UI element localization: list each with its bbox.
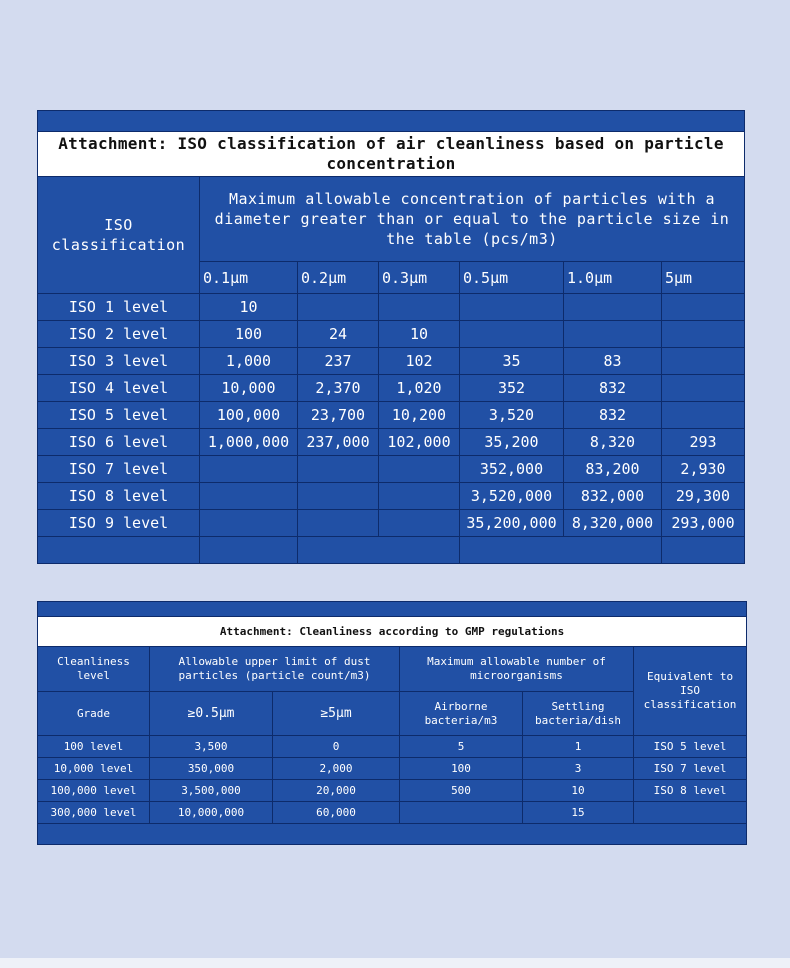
iso-value-cell: 10,200: [379, 402, 460, 429]
gmp-title-row: [38, 617, 747, 647]
iso-value-cell: 24: [298, 321, 379, 348]
iso-max-concentration-header: Maximum allowable concentration of particles with a diameter greater than or equal to the particle size in the table (pcs/m3): [200, 177, 745, 262]
iso-value-cell: 8,320: [564, 429, 662, 456]
iso-table-row: [38, 348, 745, 375]
iso-value-cell: [662, 321, 745, 348]
gmp-cell-p5: 2,000: [273, 758, 400, 780]
gmp-cell-airborne: 500: [400, 780, 523, 802]
iso-value-cell: 832: [564, 375, 662, 402]
iso-value-cell: 1,000,000: [200, 429, 298, 456]
iso-row-label: ISO 6 level: [38, 429, 200, 456]
size-header-0.2: 0.2μm: [298, 262, 379, 294]
gmp-cell-p5: 20,000: [273, 780, 400, 802]
iso-value-cell: [200, 510, 298, 537]
iso-row-label: ISO 8 level: [38, 483, 200, 510]
iso-empty-cell: [460, 537, 662, 564]
iso-table-row: [38, 510, 745, 537]
iso-value-cell: [460, 294, 564, 321]
ge-5-header: ≥5μm: [273, 692, 400, 736]
iso-value-cell: [298, 483, 379, 510]
iso-value-cell: 3,520,000: [460, 483, 564, 510]
iso-table-row: [38, 483, 745, 510]
microorganisms-header: Maximum allowable number of microorganisms: [400, 647, 634, 692]
iso-value-cell: 237: [298, 348, 379, 375]
iso-value-cell: 2,930: [662, 456, 745, 483]
gmp-bottom-band: [38, 824, 747, 845]
iso-table-title: Attachment: ISO classification of air cleanliness based on particle concentration: [38, 132, 745, 177]
iso-value-cell: [379, 456, 460, 483]
gmp-table-row: [38, 780, 747, 802]
iso-bottom-band: [38, 537, 745, 564]
iso-value-cell: 2,370: [298, 375, 379, 402]
iso-empty-cell: [662, 537, 745, 564]
iso-row-label: ISO 5 level: [38, 402, 200, 429]
iso-value-cell: 1,020: [379, 375, 460, 402]
iso-value-cell: 83: [564, 348, 662, 375]
gmp-cell-settling: 3: [523, 758, 634, 780]
grade-header: Grade: [38, 692, 150, 736]
airborne-bacteria-header: Airborne bacteria/m3: [400, 692, 523, 736]
dust-particles-header: Allowable upper limit of dust particles (particle count/m3): [150, 647, 400, 692]
iso-row-label: ISO 9 level: [38, 510, 200, 537]
iso-value-cell: 352,000: [460, 456, 564, 483]
gmp-cell-airborne: 100: [400, 758, 523, 780]
iso-value-cell: 8,320,000: [564, 510, 662, 537]
iso-value-cell: 832: [564, 402, 662, 429]
iso-value-cell: 102: [379, 348, 460, 375]
gmp-cell-settling: 15: [523, 802, 634, 824]
iso-value-cell: [298, 294, 379, 321]
size-header-0.1: 0.1μm: [200, 262, 298, 294]
iso-empty-cell: [38, 537, 200, 564]
gmp-cell-airborne: 5: [400, 736, 523, 758]
iso-value-cell: 10,000: [200, 375, 298, 402]
iso-row-label: ISO 1 level: [38, 294, 200, 321]
gmp-bottom-band-cell: [38, 824, 747, 845]
cleanliness-level-header: Cleanliness level: [38, 647, 150, 692]
gmp-table-body: [38, 736, 747, 824]
iso-value-cell: 35,200: [460, 429, 564, 456]
iso-value-cell: 293,000: [662, 510, 745, 537]
iso-table-row: [38, 294, 745, 321]
iso-value-cell: 3,520: [460, 402, 564, 429]
iso-value-cell: [200, 456, 298, 483]
gmp-table-row: [38, 802, 747, 824]
iso-value-cell: 83,200: [564, 456, 662, 483]
gmp-top-band: [38, 602, 747, 617]
iso-value-cell: [298, 510, 379, 537]
iso-top-band-cell: [38, 111, 745, 132]
gmp-cell-p05: 10,000,000: [150, 802, 273, 824]
iso-value-cell: [298, 456, 379, 483]
gmp-cell-iso: ISO 7 level: [634, 758, 747, 780]
iso-row-label: ISO 3 level: [38, 348, 200, 375]
gmp-cell-level: 300,000 level: [38, 802, 150, 824]
iso-value-cell: 293: [662, 429, 745, 456]
gmp-header-row-1: [38, 647, 747, 692]
iso-title-row: [38, 132, 745, 177]
iso-value-cell: [662, 375, 745, 402]
gmp-cell-p05: 350,000: [150, 758, 273, 780]
iso-row-label: ISO 7 level: [38, 456, 200, 483]
gmp-cell-iso: [634, 802, 747, 824]
iso-value-cell: [564, 321, 662, 348]
bottom-strip: [0, 958, 790, 968]
size-header-0.3: 0.3μm: [379, 262, 460, 294]
iso-table-row: [38, 402, 745, 429]
gmp-table-row: [38, 736, 747, 758]
iso-header-row: [38, 177, 745, 262]
gmp-table-row: [38, 758, 747, 780]
iso-value-cell: 35,200,000: [460, 510, 564, 537]
gmp-cell-airborne: [400, 802, 523, 824]
iso-value-cell: 10: [200, 294, 298, 321]
iso-classification-table: [37, 110, 745, 564]
gmp-cell-p5: 0: [273, 736, 400, 758]
gmp-cleanliness-table: [37, 601, 747, 845]
iso-value-cell: [662, 402, 745, 429]
gmp-cell-p5: 60,000: [273, 802, 400, 824]
iso-value-cell: [564, 294, 662, 321]
gmp-cell-settling: 10: [523, 780, 634, 802]
iso-value-cell: [662, 348, 745, 375]
iso-value-cell: 29,300: [662, 483, 745, 510]
iso-empty-cell: [298, 537, 460, 564]
iso-value-cell: [379, 483, 460, 510]
iso-table-row: [38, 375, 745, 402]
iso-value-cell: 1,000: [200, 348, 298, 375]
gmp-cell-iso: ISO 5 level: [634, 736, 747, 758]
iso-value-cell: [379, 510, 460, 537]
gmp-cell-iso: ISO 8 level: [634, 780, 747, 802]
gmp-cell-level: 100 level: [38, 736, 150, 758]
gmp-cell-settling: 1: [523, 736, 634, 758]
iso-value-cell: 102,000: [379, 429, 460, 456]
iso-empty-cell: [200, 537, 298, 564]
equivalent-iso-header: Equivalent to ISO classification: [634, 647, 747, 736]
iso-value-cell: 100,000: [200, 402, 298, 429]
gmp-cell-p05: 3,500: [150, 736, 273, 758]
gmp-cell-p05: 3,500,000: [150, 780, 273, 802]
iso-table-row: [38, 456, 745, 483]
ge-0.5-header: ≥0.5μm: [150, 692, 273, 736]
gmp-top-band-cell: [38, 602, 747, 617]
size-header-1.0: 1.0μm: [564, 262, 662, 294]
iso-value-cell: 832,000: [564, 483, 662, 510]
iso-table-body: [38, 294, 745, 537]
iso-table-row: [38, 429, 745, 456]
iso-value-cell: [200, 483, 298, 510]
gmp-table-title: Attachment: Cleanliness according to GMP regulations: [38, 617, 747, 647]
iso-value-cell: 23,700: [298, 402, 379, 429]
iso-value-cell: 35: [460, 348, 564, 375]
size-header-0.5: 0.5μm: [460, 262, 564, 294]
iso-value-cell: 10: [379, 321, 460, 348]
iso-value-cell: [662, 294, 745, 321]
iso-value-cell: 100: [200, 321, 298, 348]
gmp-cell-level: 10,000 level: [38, 758, 150, 780]
gmp-cell-level: 100,000 level: [38, 780, 150, 802]
iso-row-label: ISO 2 level: [38, 321, 200, 348]
iso-value-cell: [379, 294, 460, 321]
iso-row-label: ISO 4 level: [38, 375, 200, 402]
iso-value-cell: 237,000: [298, 429, 379, 456]
size-header-5: 5μm: [662, 262, 745, 294]
iso-table-row: [38, 321, 745, 348]
iso-value-cell: [460, 321, 564, 348]
iso-value-cell: 352: [460, 375, 564, 402]
iso-top-band: [38, 111, 745, 132]
iso-classification-header: ISO classification: [38, 177, 200, 294]
settling-bacteria-header: Settling bacteria/dish: [523, 692, 634, 736]
